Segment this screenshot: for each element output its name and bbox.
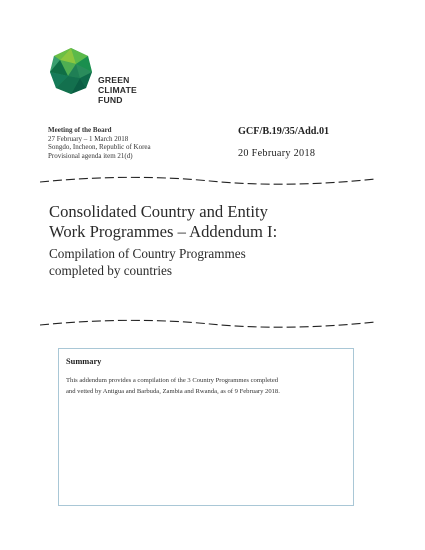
page-subtitle — [49, 245, 379, 279]
summary-text — [66, 376, 346, 397]
subtitle-line-1: Compilation of Country Programmes — [49, 246, 246, 261]
logo-line-climate: CLIMATE — [98, 85, 137, 95]
document-reference: GCF/B.19/35/Add.01 — [238, 126, 330, 137]
title-line-1: Consolidated Country and Entity — [49, 202, 268, 221]
meeting-label: Meeting of the Board — [48, 126, 112, 134]
logo-text — [98, 75, 137, 105]
gcf-logo — [48, 46, 148, 106]
logo-line-fund: FUND — [98, 95, 123, 105]
green-climate-fund-globe-icon — [48, 46, 94, 96]
page-title — [49, 202, 379, 242]
summary-box — [58, 348, 354, 506]
summary-line-1: This addendum provides a compilation of the 3 Country Programmes completed — [66, 377, 279, 384]
document-date: 20 February 2018 — [238, 148, 316, 159]
summary-line-2: and vetted by Antigua and Barbuda, Zambia and Rwanda, as of 9 February 2018. — [66, 387, 280, 395]
logo-line-green: GREEN — [98, 75, 130, 85]
divider-wave-bottom — [40, 316, 375, 330]
meeting-info — [48, 126, 151, 160]
summary-heading: Summary — [66, 357, 102, 366]
meeting-agenda: Provisional agenda item 21(d) — [48, 151, 133, 160]
meeting-location: Songdo, Incheon, Republic of Korea — [48, 143, 151, 152]
title-line-2: Work Programmes – Addendum I: — [49, 222, 278, 241]
divider-wave-top — [40, 174, 375, 188]
subtitle-line-2: completed by countries — [49, 263, 173, 278]
meeting-dates: 27 February – 1 March 2018 — [48, 134, 129, 143]
